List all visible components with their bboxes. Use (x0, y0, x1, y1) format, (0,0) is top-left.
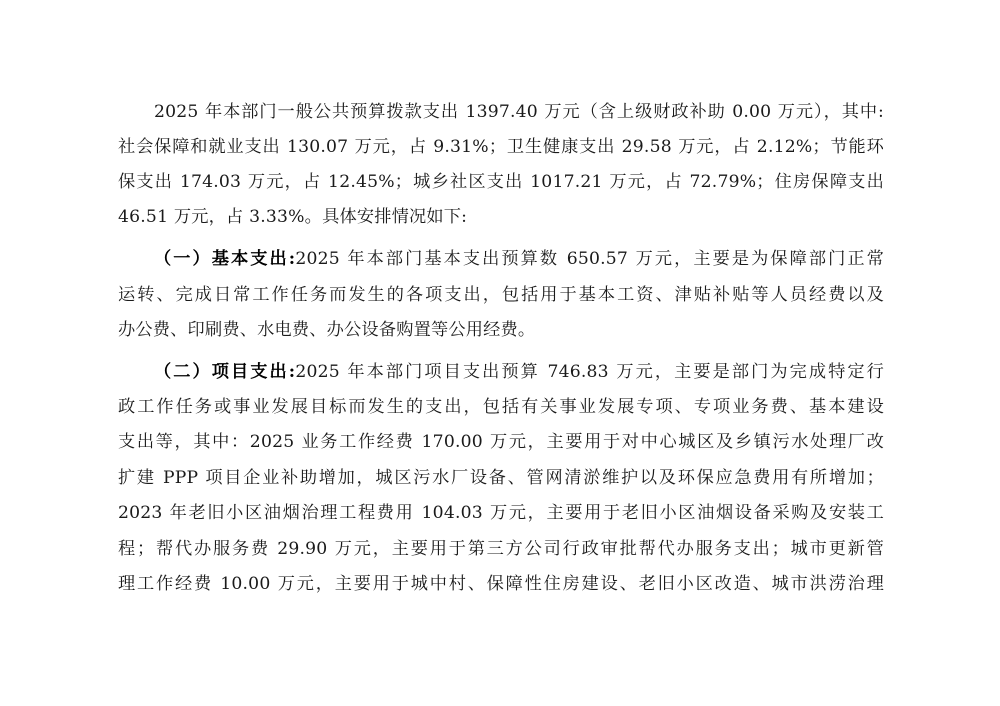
paragraph-3-line-5: 2023 年老旧小区油烟治理工程费用 104.03 万元，主要用于老旧小区油烟设备采购及安装工 (118, 503, 884, 523)
paragraph-3-line-3: 支出等，其中：2025 业务工作经费 170.00 万元，主要用于对中心城区及乡镇污水处理厂改 (118, 432, 884, 452)
paragraph-2-line-1 (154, 244, 884, 274)
paragraph-2-line-2: 运转、完成日常工作任务而发生的各项支出，包括用于基本工资、津贴补贴等人员经费以及 (118, 285, 884, 305)
project-expenditure-heading: （二）项目支出: (154, 362, 296, 382)
paragraph-1-line-1: 2025 年本部门一般公共预算拨款支出 1397.40 万元（含上级财政补助 0.00 万元），其中: (154, 102, 884, 122)
paragraph-3-line-1-text: 2025 年本部门项目支出预算 746.83 万元，主要是部门为完成特定行 (295, 362, 884, 382)
paragraph-3-line-2: 政工作任务或事业发展目标而发生的支出，包括有关事业发展专项、专项业务费、基本建设 (118, 397, 884, 417)
paragraph-3-line-7: 理工作经费 10.00 万元，主要用于城中村、保障性住房建设、老旧小区改造、城市洪涝治理 (118, 574, 884, 594)
paragraph-3-line-6: 程；帮代办服务费 29.90 万元，主要用于第三方公司行政审批帮代办服务支出；城市更新管 (118, 539, 884, 559)
paragraph-1-line-2: 社会保障和就业支出 130.07 万元，占 9.31%；卫生健康支出 29.58 万元，占 2.12%；节能环 (118, 137, 884, 157)
paragraph-1-line-3: 保支出 174.03 万元，占 12.45%；城乡社区支出 1017.21 万元，占 72.79%；住房保障支出 (118, 172, 884, 192)
paragraph-2-line-3: 办公费、印刷费、水电费、办公设备购置等公用经费。 (118, 320, 536, 340)
paragraph-3-line-1 (154, 357, 884, 387)
paragraph-2-line-1-text: 2025 年本部门基本支出预算数 650.57 万元，主要是为保障部门正常 (295, 249, 884, 269)
basic-expenditure-heading: （一）基本支出: (154, 249, 296, 269)
paragraph-1-line-4: 46.51 万元，占 3.33%。具体安排情况如下: (118, 207, 468, 227)
paragraph-3-line-4: 扩建 PPP 项目企业补助增加，城区污水厂设备、管网清淤维护以及环保应急费用有所增加； (118, 468, 884, 488)
